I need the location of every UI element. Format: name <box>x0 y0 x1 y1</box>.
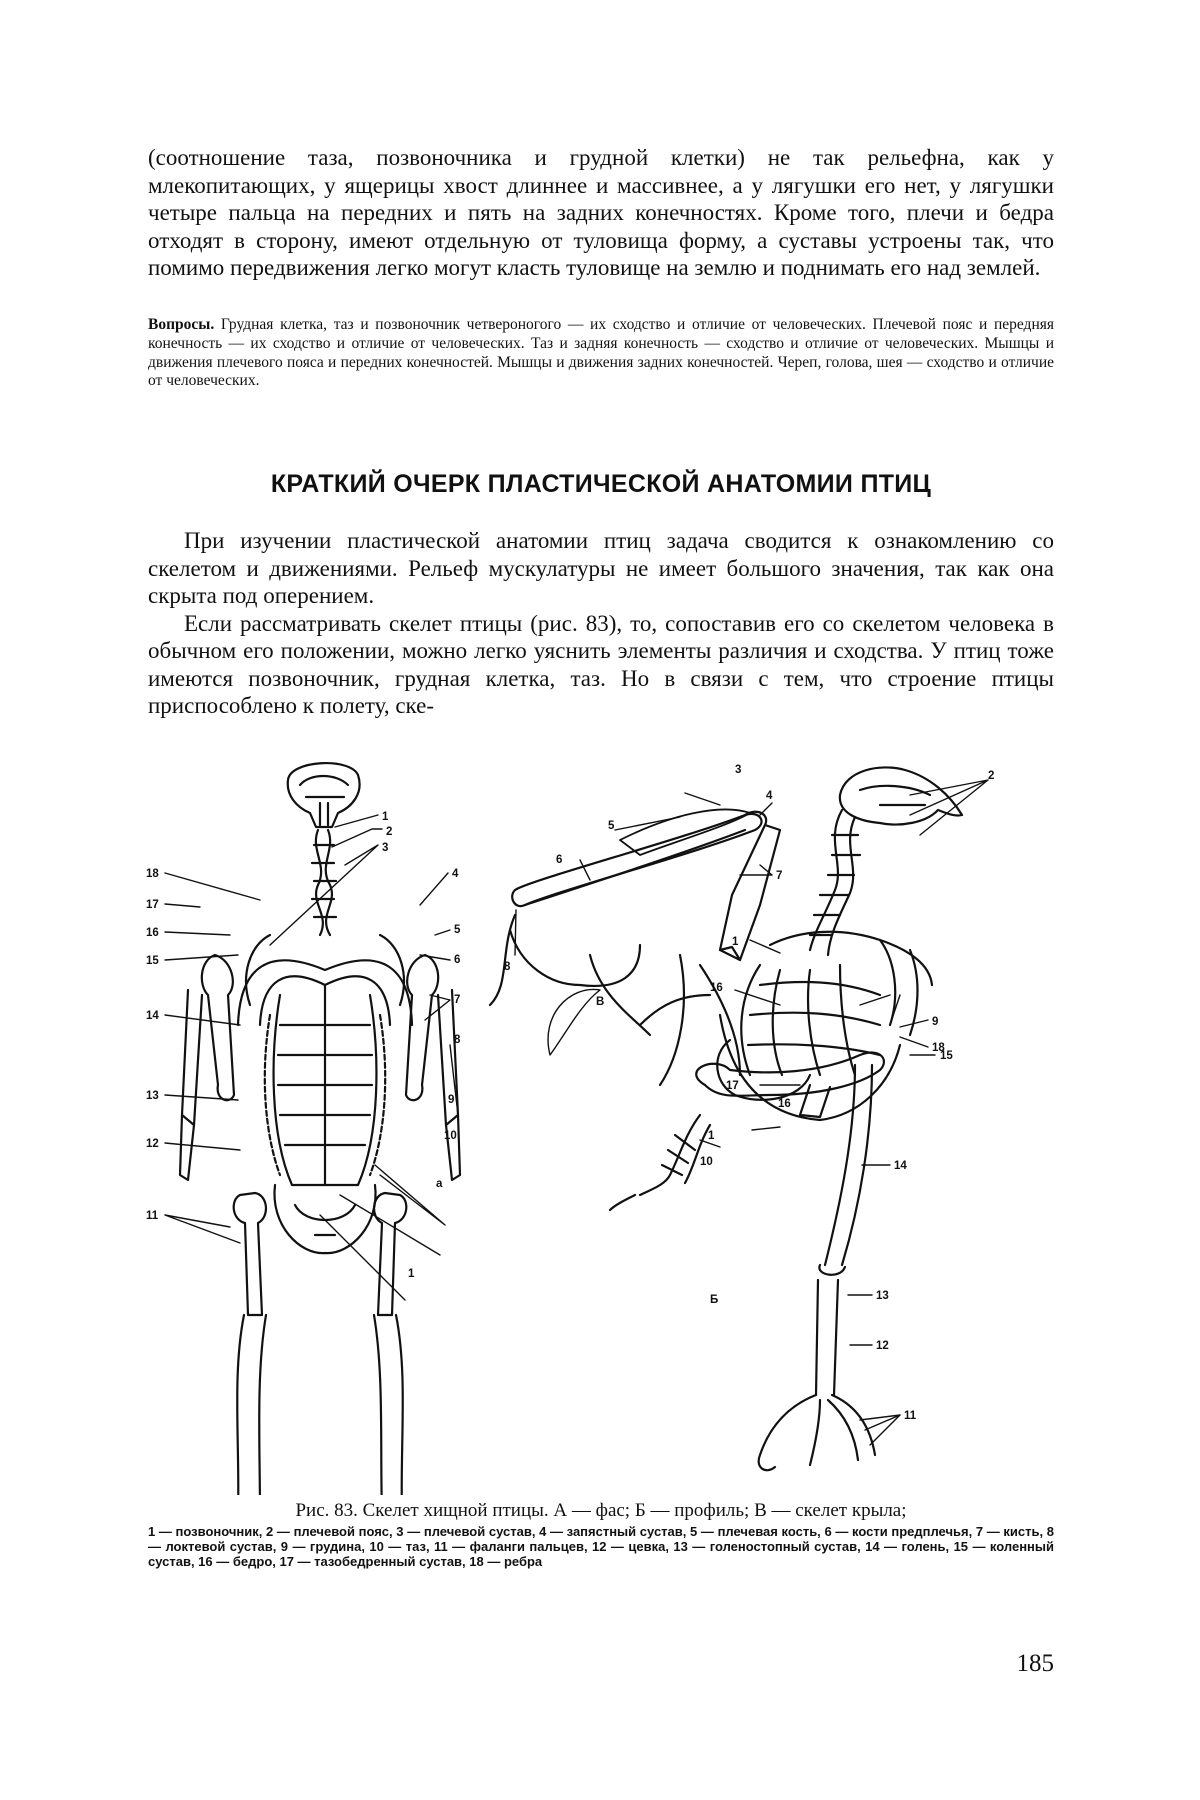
wing-view-label-text <box>504 764 782 1008</box>
profile-label: 10 <box>700 1156 713 1168</box>
wing-label: 8 <box>504 961 511 973</box>
profile-view-letter: Б <box>710 1294 719 1306</box>
page-number: 185 <box>1016 1650 1054 1677</box>
front-label: 8 <box>454 1034 461 1046</box>
front-label: 1 <box>408 1268 415 1280</box>
caption-legend: 1 — позвоночник, 2 — плечевой пояс, 3 — плечевой сустав, 4 — запястный сустав, 5 — плечевая кость, 6 — кости предплечья, 7 — кисть, 8 — локтевой сустав, 9 — грудина, 10 — таз, 11 — фаланги пальцев, 12 — цевка, 13 — голеностопный сустав, 14 — голень, 15 — коленный сустав, 16 — бедро, 17 — тазобедренный сустав, 18 — ребра <box>148 1524 1054 1569</box>
front-label: 13 <box>146 1090 159 1102</box>
wing-label: 3 <box>735 764 742 776</box>
front-label: 15 <box>146 955 159 967</box>
front-label: 6 <box>454 954 461 966</box>
paragraph-1: При изучении пластической анатомии птиц задача сводится к ознакомлению со скелетом и движениями. Рельеф мускулатуры не имеет большого значения, так как она скрыта под оперением. <box>148 528 1054 608</box>
profile-label: 1 <box>732 936 739 948</box>
profile-label: 11 <box>904 1410 917 1422</box>
profile-label: 16 <box>778 1098 791 1110</box>
paragraph-continuation: (соотношение таза, позвоночника и грудной клетки) не так рельефна, как у млекопитающих, у ящерицы хвост длиннее и массивнее, а у лягушки его нет, у лягушки четыре пальца на передних и пять на задних конечностях. Кроме того, плечи и бедра отходят в сторону, имеют отдельную от туловища форму, а суставы устроены так, что помимо передвижения легко могут класть туловище на землю и поднимать его над землей. <box>148 145 1054 280</box>
wing-label: 7 <box>776 870 783 882</box>
review-questions <box>148 316 1054 391</box>
questions-text: Грудная клетка, таз и позвоночник четвероногого — их сходство и отличие от человеческих. Плечевой пояс и передняя конечность — их сходство и отличие от человеческих. Таз и задняя конечность — сходство и отличие от человеческих. Мышцы и движения плечевого пояса и передних конечностей. Мышцы и движения задних конечностей. Череп, голова, шея — сходство и отличие от человеческих. <box>148 316 1054 390</box>
front-view-skeleton <box>180 763 460 1495</box>
front-label: 17 <box>146 899 159 911</box>
front-label: 1 <box>382 811 389 823</box>
front-view-labels <box>165 815 461 1300</box>
front-label: 12 <box>146 1138 159 1150</box>
bird-skeleton-figure <box>120 755 1080 1495</box>
profile-label: 1 <box>708 1130 715 1142</box>
profile-view-skeleton <box>610 767 962 1470</box>
profile-label: 13 <box>876 1290 889 1302</box>
front-label: 14 <box>146 1010 159 1022</box>
front-label: 16 <box>146 927 159 939</box>
wing-label: 5 <box>608 820 615 832</box>
wing-label: 6 <box>556 854 563 866</box>
front-label: 5 <box>454 924 461 936</box>
profile-label: 18 <box>932 1042 945 1054</box>
wing-label: 4 <box>766 790 773 802</box>
front-label: 7 <box>454 994 461 1006</box>
wing-view-letter: В <box>596 996 605 1008</box>
profile-label: 14 <box>894 1160 907 1172</box>
profile-label: 15 <box>940 1050 953 1062</box>
front-label: 3 <box>382 842 389 854</box>
wing-view-labels <box>515 793 772 955</box>
caption-title: Рис. 83. Скелет хищной птицы. А — фас; Б — профиль; В — скелет крыла; <box>295 1500 907 1521</box>
front-view-letter: а <box>436 1178 443 1190</box>
profile-label: 16 <box>710 982 723 994</box>
profile-label: 17 <box>726 1080 739 1092</box>
questions-label: Вопросы. <box>148 316 215 333</box>
section-heading: КРАТКИЙ ОЧЕРК ПЛАСТИЧЕСКОЙ АНАТОМИИ ПТИЦ <box>270 470 932 498</box>
front-label: 2 <box>386 826 393 838</box>
front-label: 18 <box>146 868 159 880</box>
figure-caption <box>148 1500 1054 1569</box>
profile-label: 2 <box>988 770 995 782</box>
front-label: 11 <box>146 1210 159 1222</box>
profile-label: 9 <box>932 1016 939 1028</box>
front-label: 10 <box>444 1130 457 1142</box>
front-label: 4 <box>452 868 459 880</box>
profile-label: 12 <box>876 1340 889 1352</box>
paragraph-2: Если рассматривать скелет птицы (рис. 83), то, сопоставив его со скелетом человека в обычном его положении, можно легко уяснить элементы различия и сходства. У птиц тоже имеются позвоночник, грудная клетка, таз. Но в связи с тем, что строение птицы приспособлено к полету, ске- <box>148 610 1054 718</box>
front-label: 9 <box>448 1094 455 1106</box>
body-text <box>148 527 1054 720</box>
